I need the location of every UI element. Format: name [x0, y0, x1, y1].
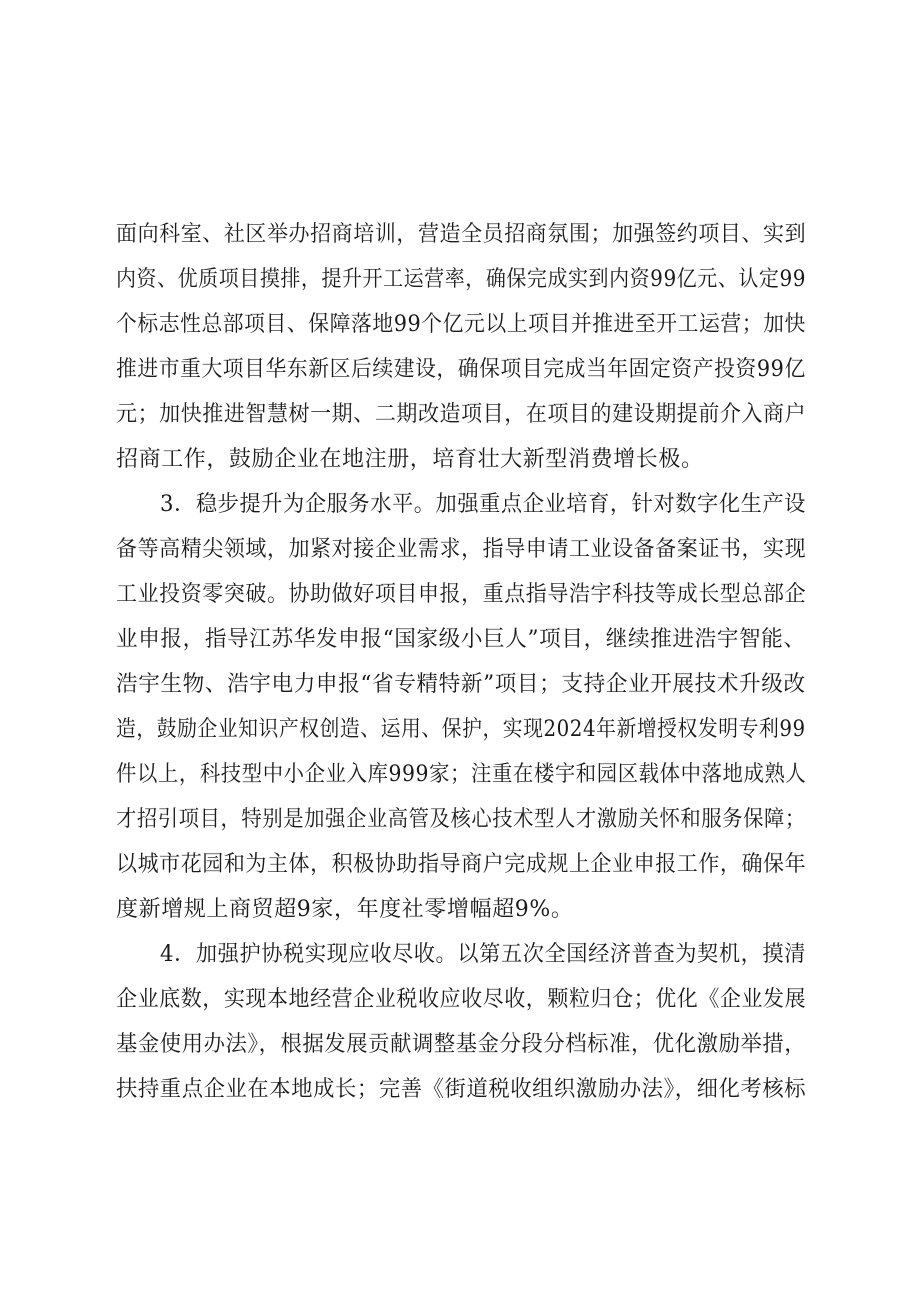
text-line: 企业底数，实现本地经营企业税收应收尽收，颗粒归仓；优化《企业发展: [116, 987, 807, 1012]
text-line: 备等高精尖领域，加紧对接企业需求，指导申请工业设备备案证书，实现: [116, 537, 807, 562]
text-line: 造，鼓励企业知识产权创造、运用、保护，实现2024年新增授权发明专利99: [116, 717, 806, 742]
section-heading-line: 4．加强护协税实现应收尽收。以第五次全国经济普查为契机，摸清: [160, 942, 806, 967]
text-line: 才招引项目，特别是加强企业高管及核心技术型人才激励关怀和服务保障；: [116, 807, 806, 832]
text-line: 内资、优质项目摸排，提升开工运营率，确保完成实到内资99亿元、认定99: [116, 267, 806, 292]
text-line: 招商工作，鼓励企业在地注册，培育壮大新型消费增长极。: [116, 447, 704, 472]
text-line: 面向科室、社区举办招商培训，营造全员招商氛围；加强签约项目、实到: [116, 222, 807, 247]
text-line: 推进市重大项目华东新区后续建设，确保项目完成当年固定资产投资99亿: [116, 357, 806, 382]
text-line: 浩宇生物、浩宇电力申报“省专精特新”项目；支持企业开展技术升级改: [116, 672, 806, 697]
text-line: 件以上，科技型中小企业入库999家；注重在楼宇和园区载体中落地成熟人: [116, 762, 807, 787]
text-line: 个标志性总部项目、保障落地99个亿元以上项目并推进至开工运营；加快: [116, 312, 806, 337]
text-line: 基金使用办法》，根据发展贡献调整基金分段分档标准，优化激励举措，: [116, 1032, 807, 1057]
text-line: 元；加快推进智慧树一期、二期改造项目，在项目的建设期提前介入商户: [116, 402, 807, 427]
text-line: 工业投资零突破。协助做好项目申报，重点指导浩宇科技等成长型总部企: [116, 582, 807, 607]
section-heading-line: 3．稳步提升为企服务水平。加强重点企业培育，针对数字化生产设: [160, 492, 806, 517]
text-line: 业申报，指导江苏华发申报“国家级小巨人”项目，继续推进浩宇智能、: [116, 627, 806, 652]
text-line: 扶持重点企业在本地成长；完善《街道税收组织激励办法》，细化考核标: [116, 1077, 807, 1102]
text-line: 以城市花园和为主体，积极协助指导商户完成规上企业申报工作，确保年: [116, 852, 807, 877]
text-line: 度新增规上商贸超9家，年度社零增幅超9%。: [116, 897, 574, 922]
